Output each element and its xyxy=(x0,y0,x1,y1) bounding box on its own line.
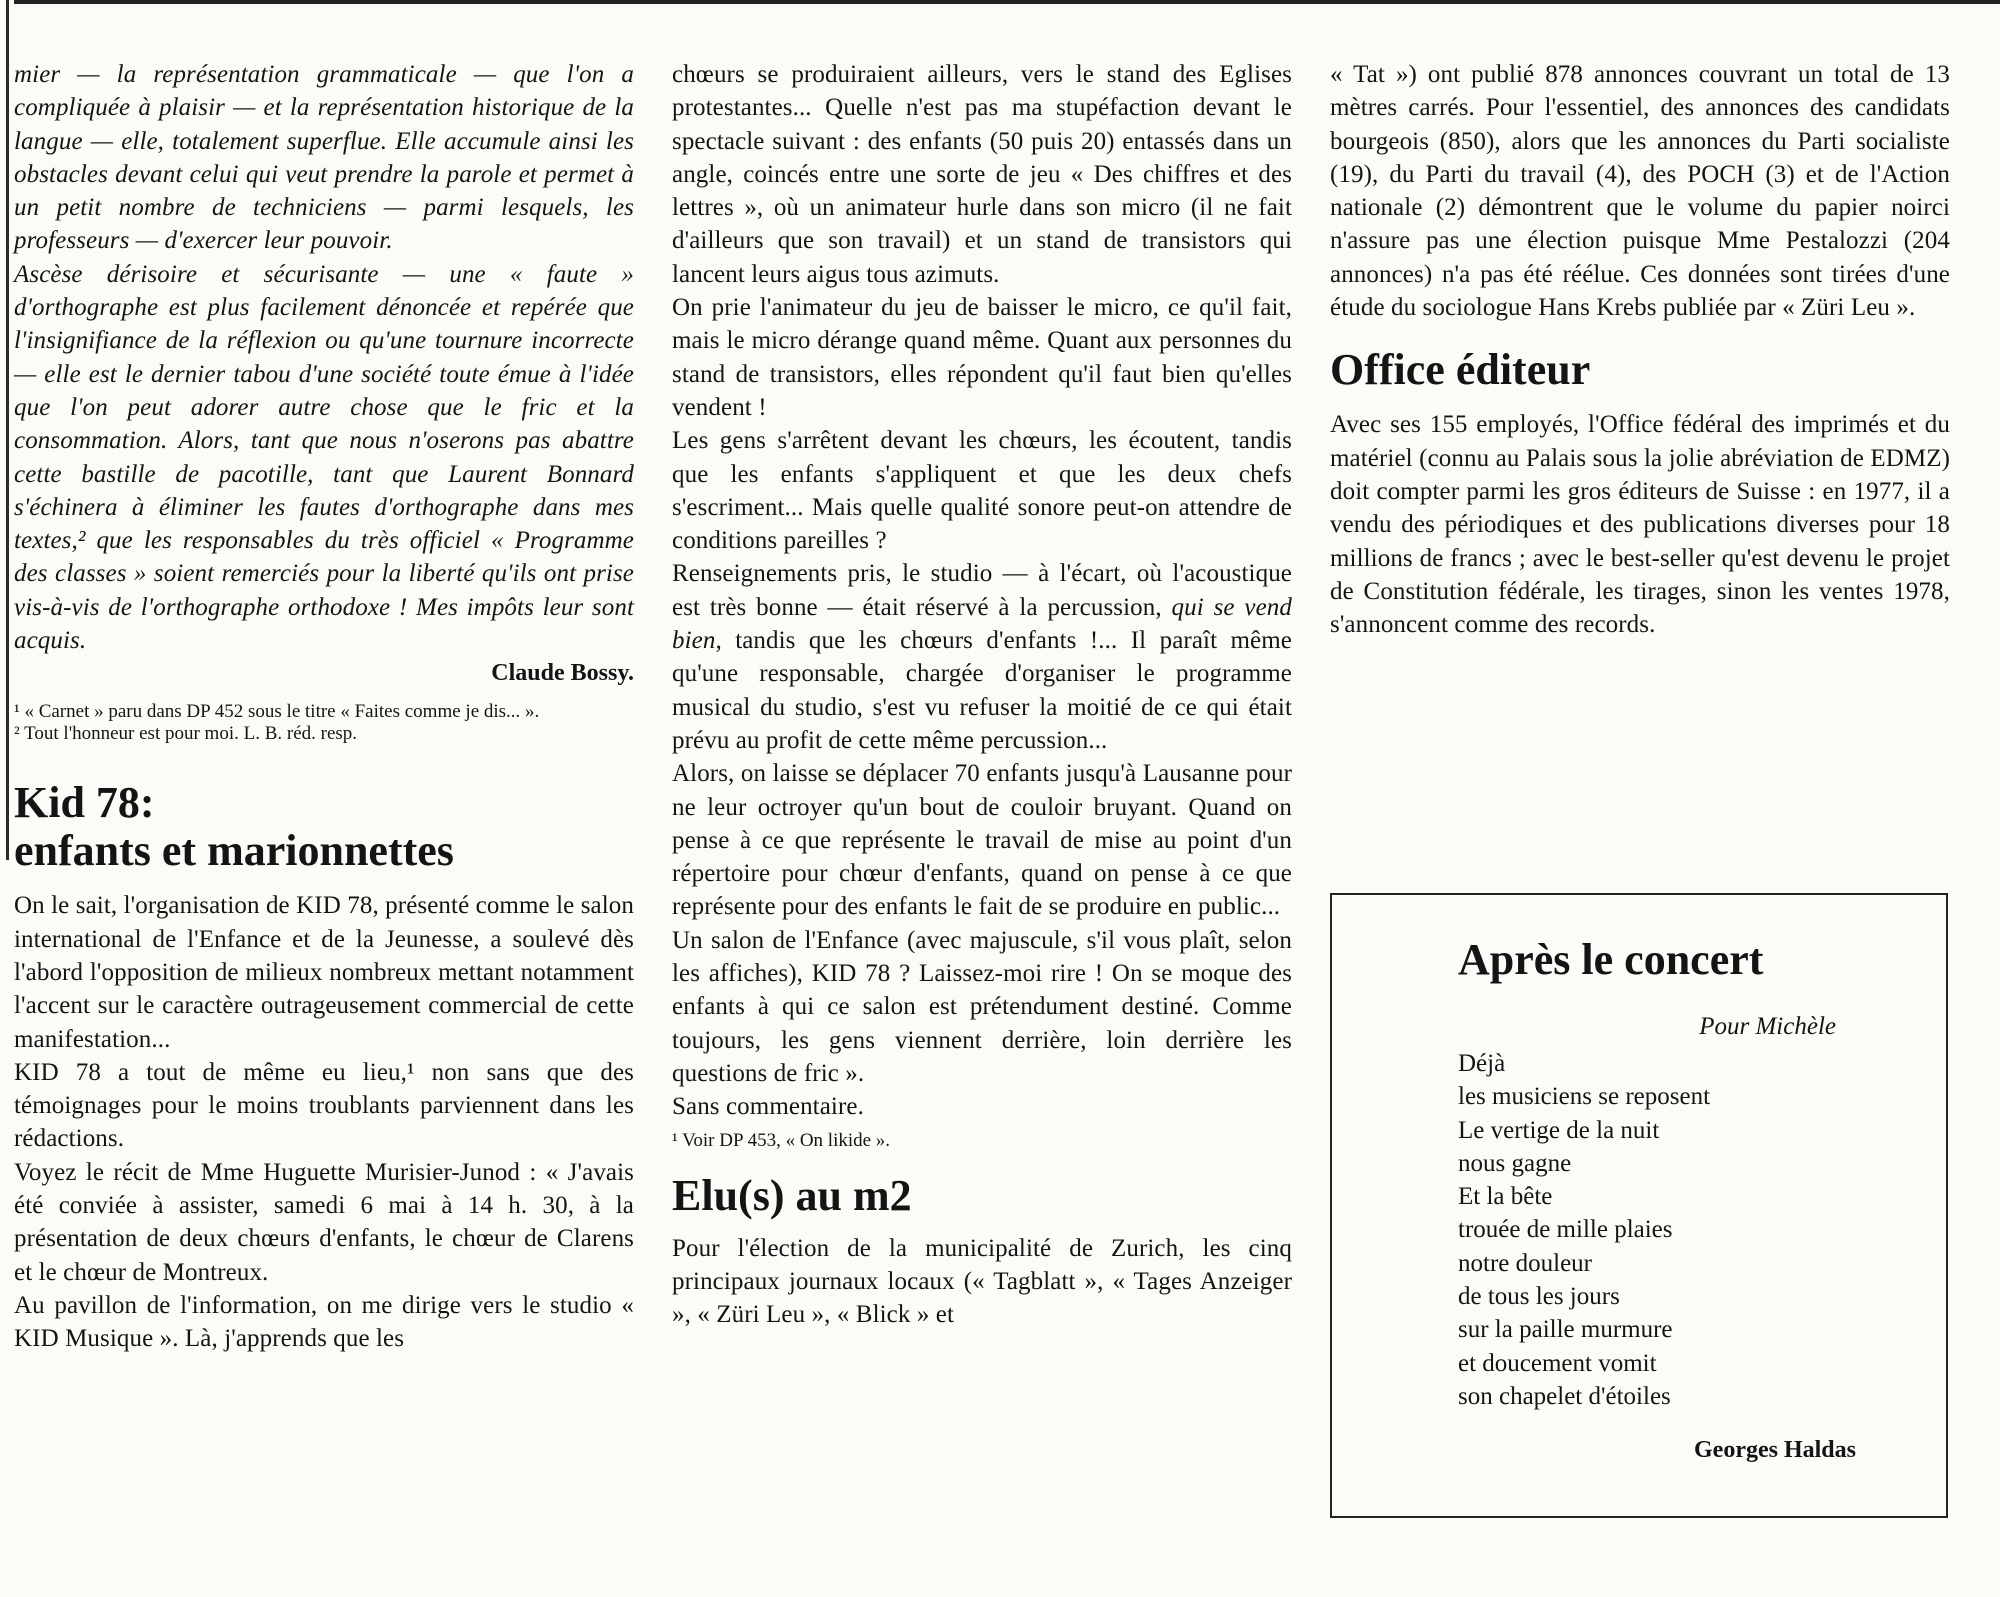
poem-box xyxy=(1330,893,1948,1518)
footnote-1: ¹ « Carnet » paru dans DP 452 sous le titre « Faites comme je dis... ». xyxy=(14,701,540,723)
left-margin-rule xyxy=(6,0,9,860)
elus-continued-paragraph: « Tat ») ont publié 878 annonces couvrant un total de 13 mètres carrés. Pour l'essentiel, des annonces des candidats bourgeois (850), alors que les annonces du Parti socialiste (19), du Parti du travail (4), des POCH (3) et de l'Action nationale (2) démontrent que le volume du papier noirci n'assure pas une élection puisque Mme Pestalozzi (204 annonces) n'a pas été réélue. Ces données sont tirées d'une étude du sociologue Hans Krebs publiée par « Züri Leu ». xyxy=(1330,61,1950,322)
kid78-continued-paragraph-1: chœurs se produiraient ailleurs, vers le stand des Eglises protestantes... Quelle n'est pas ma stupéfaction devant le spectacle suivant : des enfants (50 puis 20) entassés dans un angle, coincés entre une sorte de jeu « Des chiffres et des lettres », où un animateur hurle dans son micro (il ne fait d'ailleurs que son travail) et un stand de transistors qui lancent leurs aigus tous azimuts. xyxy=(672,61,1292,288)
kid78-paragraph-4: Au pavillon de l'information, on me dirige vers le studio « KID Musique ». Là, j'apprends que les xyxy=(14,1291,634,1353)
poem-line: sur la paille murmure xyxy=(1458,1316,1673,1344)
poem-line: son chapelet d'étoiles xyxy=(1458,1382,1671,1410)
poem-line: notre douleur xyxy=(1458,1249,1592,1277)
kid78-paragraph-1: On le sait, l'organisation de KID 78, présenté comme le salon international de l'Enfance et de la Jeunesse, a soulevé dès l'abord l'opposition de milieux nombreux mettant notamment l'accent sur le caractère outrageusement commercial de cette manifestation... xyxy=(14,892,634,1053)
poem-dedication: Pour Michèle xyxy=(1699,1013,1836,1040)
footnote-2: ² Tout l'honneur est pour moi. L. B. réd. resp. xyxy=(14,723,358,745)
poem-line: et doucement vomit xyxy=(1458,1349,1657,1377)
signature-claude-bossy: Claude Bossy. xyxy=(491,660,634,687)
article-italic-paragraph-1: mier — la représentation grammaticale — que l'on a compliquée à plaisir — et la représentation historique de la langue — elle, totalement superflue. Elle accumule ainsi les obstacles devant celui qui veut prendre la parole et permet à un petit nombre de techniciens — parmi lesquels, les professeurs — d'exercer leur pouvoir. xyxy=(14,61,634,255)
poem-title: Après le concert xyxy=(1458,935,1764,984)
top-rule xyxy=(14,0,2000,4)
column-2 xyxy=(672,58,1292,1331)
kid78-paragraph-3: Voyez le récit de Mme Huguette Murisier-Junod : « J'avais été conviée à assister, samedi 6 mai à 14 h. 30, à la présentation de deux chœurs d'enfants, le chœur de Clarens et le chœur de Montreux. xyxy=(14,1158,634,1286)
poem-line: Le vertige de la nuit xyxy=(1458,1116,1660,1144)
heading-kid78-line2: enfants et marionnettes xyxy=(14,826,454,876)
footnote-dp453: ¹ Voir DP 453, « On likide ». xyxy=(672,1129,891,1151)
poem-line: Et la bête xyxy=(1458,1183,1553,1211)
p4-text-a: Renseignements pris, le studio — à l'écart, où l'acoustique est très bonne — était réservé à la percussion, xyxy=(672,560,1292,621)
heading-elus-au-m2: Elu(s) au m2 xyxy=(672,1170,912,1220)
elus-paragraph-1: Pour l'élection de la municipalité de Zurich, les cinq principaux journaux locaux (« Tagblatt », « Tages Anzeiger », « Züri Leu », « Blick » et xyxy=(672,1234,1292,1329)
office-editeur-paragraph: Avec ses 155 employés, l'Office fédéral des imprimés et du matériel (connu au Palais sous la jolie abréviation de EDMZ) doit compter parmi les gros éditeurs de Suisse : en 1977, il a vendu des périodiques et des publications diverses pour 18 millions de francs ; avec le best-seller qu'est devenu le projet de Constitution fédérale, les tirages, sinon les ventes 1978, s'annoncent comme des records. xyxy=(1330,411,1950,639)
kid78-paragraph-2: KID 78 a tout de même eu lieu,¹ non sans que des témoignages pour le moins troublants parviennent dans les rédactions. xyxy=(14,1058,634,1153)
kid78-continued-paragraph-2: On prie l'animateur du jeu de baisser le micro, ce qu'il fait, mais le micro dérange quand même. Quant aux personnes du stand de transistors, elles répondent qu'il faut bien qu'elles vendent ! xyxy=(672,294,1292,421)
kid78-continued-paragraph-7: Sans commentaire. xyxy=(672,1093,864,1121)
kid78-continued-paragraph-5: Alors, on laisse se déplacer 70 enfants jusqu'à Lausanne pour ne leur octroyer qu'un bout de couloir bruyant. Quand on pense à ce que représente le travail de mise au point d'un répertoire pour chœur d'enfants, quand on pense à ce que représente pour des enfants le fait de se produire en public... xyxy=(672,760,1292,921)
poem-lines xyxy=(1458,1047,1710,1413)
column-3 xyxy=(1330,58,1950,641)
poem-line: nous gagne xyxy=(1458,1149,1572,1177)
p4-italic-text: qui se vend bien, xyxy=(672,593,1292,655)
poem-author: Georges Haldas xyxy=(1694,1437,1856,1463)
poem-line: Déjà xyxy=(1458,1050,1506,1077)
kid78-continued-paragraph-3: Les gens s'arrêtent devant les chœurs, les écoutent, tandis que les enfants s'appliquent et que les deux chefs s'escriment... Mais quelle qualité sonore peut-on attendre de conditions pareilles ? xyxy=(672,427,1292,555)
poem-line: de tous les jours xyxy=(1458,1283,1620,1311)
poem-line: trouée de mille plaies xyxy=(1458,1216,1673,1244)
article-italic-paragraph-2: Ascèse dérisoire et sécurisante — une « faute » d'orthographe est plus facilement dénoncée et repérée que l'insignifiance de la réflexion ou qu'une tournure incorrecte — elle est le dernier tabou d'une société toute émue à l'idée que l'on peut adorer autre chose que le fric et la consommation. Alors, tant que nous n'oserons pas abattre cette bastille de pacotille, tant que Laurent Bonnard s'échinera à éliminer les fautes d'orthographe dans mes textes,² que les responsables du très officiel « Programme des classes » soient remerciés pour la liberté qu'ils ont prise vis-à-vis de l'orthographe orthodoxe ! Mes impôts leur sont acquis. xyxy=(14,260,634,655)
heading-office-editeur: Office éditeur xyxy=(1330,345,1591,395)
p4-text-b: tandis que les chœurs d'enfants !... Il paraît même qu'une responsable, chargée d'organiser le programme musical du studio, s'est vu refuser la moitié de ce qui était prévu au profit de cette même percussion... xyxy=(672,627,1292,754)
kid78-continued-paragraph-6: Un salon de l'Enfance (avec majuscule, s'il vous plaît, selon les affiches), KID 78 ? Laissez-moi rire ! On se moque des enfants à qui ce salon est prétendument destiné. Comme toujours, les gens viennent derrière, loin derrière les questions de fric ». xyxy=(672,926,1292,1087)
poem-line: les musiciens se reposent xyxy=(1458,1083,1711,1111)
heading-kid78-line1: Kid 78: xyxy=(14,778,155,828)
kid78-continued-paragraph-4 xyxy=(672,557,1292,757)
column-1 xyxy=(14,58,634,1356)
